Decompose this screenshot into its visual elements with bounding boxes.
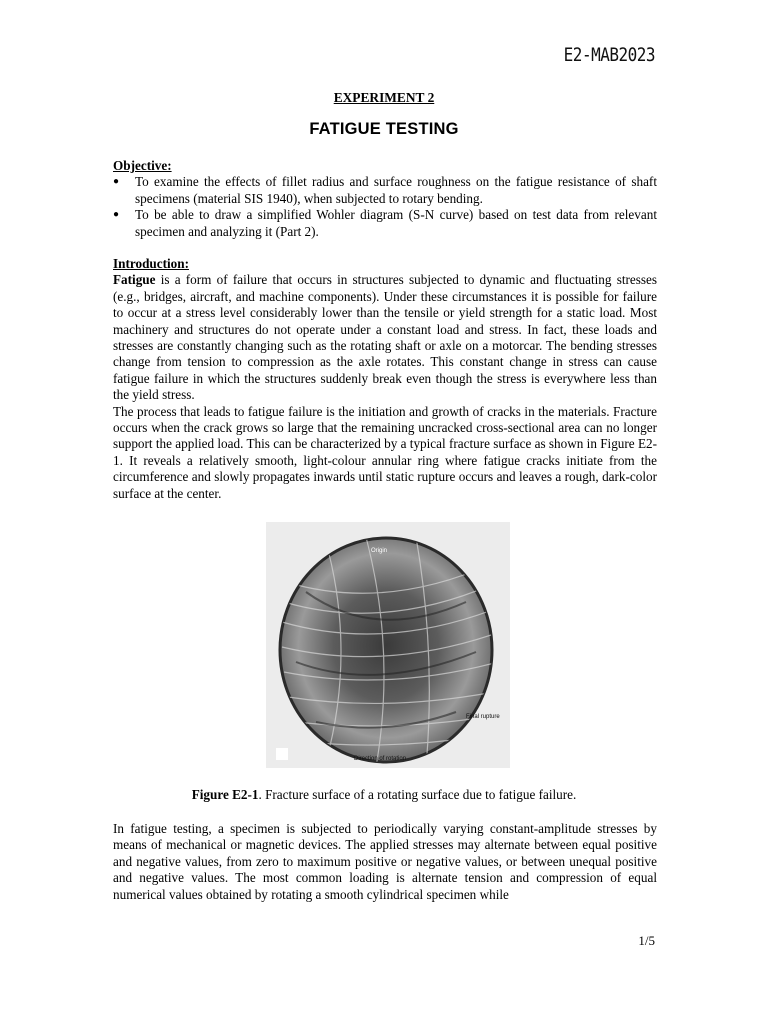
fatigue-term: Fatigue bbox=[113, 272, 156, 288]
objective-text: To be able to draw a simplified Wohler diagram (S-N curve) based on test data from relevant specimen and analyzing it (Part 2). bbox=[135, 207, 657, 239]
figure-caption-text: . Fracture surface of a rotating surface due to fatigue failure. bbox=[258, 787, 577, 802]
document-code: E2-MAB2023 bbox=[563, 43, 655, 66]
intro-paragraph-1 bbox=[113, 272, 657, 403]
objective-item bbox=[113, 174, 657, 207]
figure-caption bbox=[0, 787, 768, 803]
introduction-heading: Introduction: bbox=[113, 256, 189, 271]
objective-section bbox=[113, 158, 657, 240]
figure-caption-label: Figure E2-1 bbox=[191, 787, 259, 802]
objective-list bbox=[113, 174, 657, 240]
body-paragraph: In fatigue testing, a specimen is subjected to periodically varying constant-amplitude stresses by means of mechanical or magnetic devices. The applied stresses may alternate between equal positive and negative values, from zero to maximum positive or negative values, or between unequal positive and negative values. The most common loading is alternate tension and compression of equal numerical values obtained by rotating a smooth cylindrical specimen while bbox=[113, 821, 657, 902]
rotation-label: Direction of rotation bbox=[354, 756, 407, 762]
bullet-icon: ● bbox=[113, 209, 120, 221]
page-title: FATIGUE TESTING bbox=[309, 120, 459, 138]
introduction-section bbox=[113, 256, 657, 502]
objective-item bbox=[113, 207, 657, 240]
body-section bbox=[113, 821, 657, 903]
page-number: 1/5 bbox=[638, 933, 655, 948]
intro-paragraph-2: The process that leads to fatigue failure is the initiation and growth of cracks in the materials. Fracture occurs when the crack grows so large that the remaining uncracked cross-sectional area can no longer support the applied load. This can be characterized by a typical fracture surface as shown in Figure E2-1. It reveals a relatively smooth, light-colour annular ring where fatigue cracks initiate from the circumference and slowly propagates inwards until static rupture occurs and leaves a rough, dark-color surface at the center. bbox=[113, 403, 657, 501]
fracture-surface-image bbox=[266, 522, 510, 768]
objective-heading: Objective: bbox=[113, 158, 172, 173]
experiment-number: EXPERIMENT 2 bbox=[333, 90, 435, 105]
final-rupture-label: Final rupture bbox=[466, 714, 500, 720]
fracture-surface-figure bbox=[266, 522, 510, 768]
intro-paragraph-1-text: is a form of failure that occurs in structures subjected to dynamic and fluctuating stresses (e.g., bridges, aircraft, and machine components). Under these circumstances it is possible for failure to occur at a stress level considerably lower than the tensile or yield strength for a static load. Most machinery and structures do not operate under a constant load and stress. In fact, these loads and stresses are constantly changing such as the rotating shaft or axle on a motorcar. The bending stresses change from tension to compression as the axle rotates. This constant change in stress can cause fatigue failure in which the structures suddenly break even though the stress is everywhere less than the yield stress. bbox=[113, 272, 657, 403]
bullet-icon: ● bbox=[113, 176, 120, 188]
origin-label: Origin bbox=[371, 548, 388, 554]
objective-text: To examine the effects of fillet radius and surface roughness on the fatigue resistance of shaft specimens (material SIS 1940), when subjected to rotary bending. bbox=[135, 174, 657, 206]
